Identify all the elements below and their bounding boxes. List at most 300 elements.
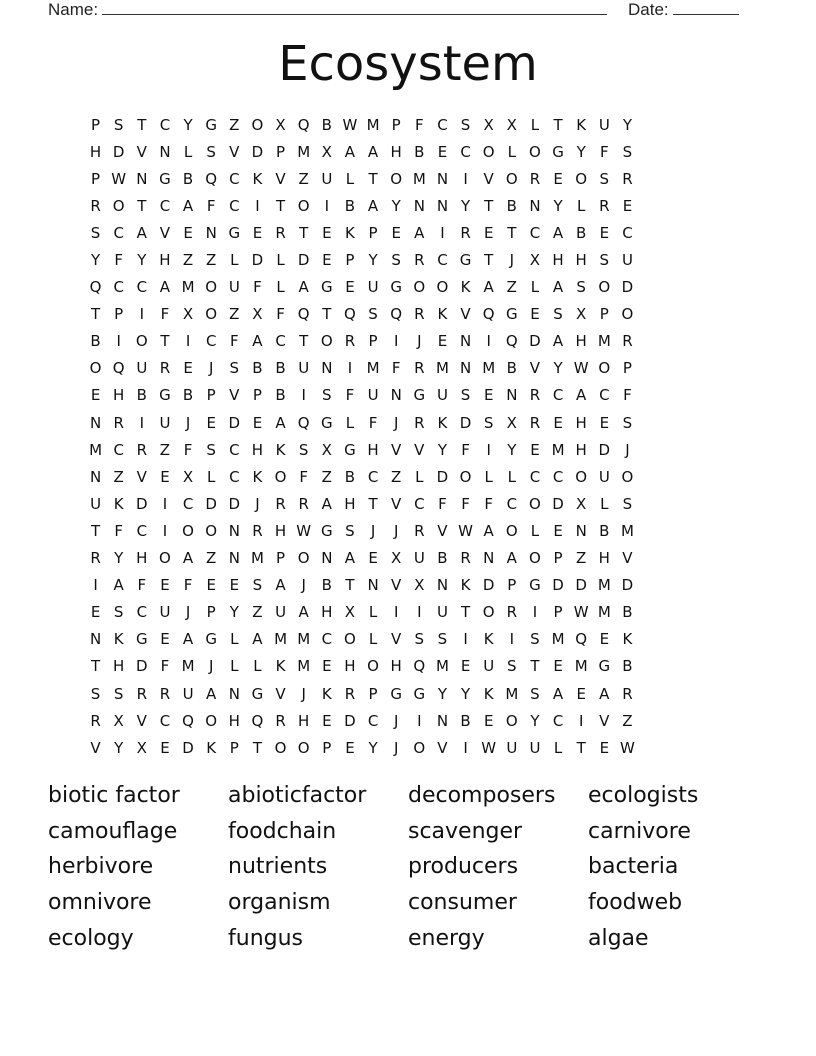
- grid-letter: A: [414, 223, 425, 242]
- grid-letter: I: [440, 223, 445, 242]
- grid-letter: G: [459, 251, 472, 270]
- grid-letter: Z: [298, 169, 309, 188]
- grid-letter: V: [391, 576, 402, 595]
- grid-letter: E: [368, 549, 378, 568]
- grid-letter: B: [321, 576, 332, 595]
- grid-letter: E: [530, 305, 540, 324]
- grid-letter: J: [185, 413, 191, 432]
- grid-letter: V: [136, 142, 147, 161]
- grid-letter: D: [344, 711, 356, 730]
- grid-letter: V: [599, 711, 610, 730]
- grid-letter: B: [576, 223, 587, 242]
- grid-letter: O: [367, 657, 379, 676]
- grid-letter: R: [90, 196, 101, 215]
- grid-letter: M: [574, 657, 588, 676]
- grid-letter: E: [90, 386, 101, 405]
- grid-letter: X: [506, 115, 517, 134]
- grid-letter: O: [251, 115, 264, 134]
- date-field: [628, 0, 739, 20]
- grid-letter: H: [390, 657, 402, 676]
- grid-letter: G: [552, 142, 564, 161]
- grid-letter: D: [297, 251, 310, 270]
- grid-letter: V: [437, 521, 448, 540]
- grid-letter: D: [251, 251, 264, 270]
- grid-letter: T: [252, 738, 263, 757]
- grid-letter: B: [460, 711, 471, 730]
- grid-letter: J: [185, 603, 191, 622]
- grid-letter: H: [159, 251, 171, 270]
- grid-letter: O: [529, 142, 541, 161]
- grid-letter: O: [344, 630, 356, 649]
- grid-letter: A: [344, 142, 356, 161]
- grid-letter: S: [414, 630, 425, 649]
- grid-letter: S: [460, 386, 471, 405]
- grid-letter: C: [552, 467, 564, 486]
- grid-letter: A: [344, 549, 356, 568]
- grid-letter: G: [321, 521, 333, 540]
- grid-letter: E: [460, 657, 471, 676]
- grid-letter: I: [162, 521, 168, 540]
- grid-letter: Y: [622, 115, 633, 134]
- grid-letter: C: [414, 494, 425, 513]
- grid-letter: F: [461, 440, 470, 459]
- grid-letter: M: [297, 657, 311, 676]
- grid-letter: M: [297, 630, 311, 649]
- grid-letter: N: [205, 223, 217, 242]
- grid-letter: M: [250, 549, 264, 568]
- grid-letter: O: [297, 549, 310, 568]
- grid-letter: O: [274, 738, 287, 757]
- grid-letter: F: [183, 440, 193, 459]
- grid-letter: Y: [437, 440, 448, 459]
- grid-letter: O: [505, 711, 518, 730]
- grid-letter: Q: [297, 413, 310, 432]
- grid-letter: I: [393, 603, 399, 622]
- grid-letter: N: [136, 169, 148, 188]
- grid-letter: P: [368, 684, 378, 703]
- grid-letter: Y: [114, 549, 124, 568]
- grid-letter: F: [461, 494, 470, 513]
- grid-letter: Q: [505, 332, 518, 351]
- grid-letter: M: [435, 359, 449, 378]
- grid-letter: R: [529, 386, 541, 405]
- word-bank-item: foodweb: [588, 890, 683, 916]
- grid-letter: P: [229, 738, 239, 757]
- grid-letter: E: [553, 657, 563, 676]
- grid-letter: X: [113, 711, 124, 730]
- grid-letter: S: [113, 603, 124, 622]
- grid-letter: Q: [344, 305, 356, 324]
- name-field: [48, 0, 669, 20]
- grid-letter: L: [530, 115, 540, 134]
- word-bank: [48, 778, 788, 956]
- grid-letter: L: [600, 494, 609, 513]
- grid-letter: N: [459, 332, 472, 351]
- grid-letter: N: [575, 521, 587, 540]
- grid-letter: U: [529, 738, 541, 757]
- grid-letter: U: [298, 359, 310, 378]
- grid-letter: S: [576, 278, 586, 297]
- grid-letter: R: [506, 603, 518, 622]
- grid-letter: S: [90, 223, 101, 242]
- grid-letter: A: [275, 576, 286, 595]
- grid-letter: E: [90, 603, 101, 622]
- grid-letter: L: [345, 169, 355, 188]
- grid-letter: A: [552, 223, 564, 242]
- grid-letter: M: [297, 142, 311, 161]
- grid-letter: T: [460, 603, 471, 622]
- grid-letter: O: [274, 467, 287, 486]
- grid-letter: N: [321, 359, 333, 378]
- grid-letter: Z: [229, 115, 240, 134]
- grid-letter: S: [345, 521, 355, 540]
- grid-letter: P: [553, 549, 563, 568]
- grid-letter: H: [113, 657, 125, 676]
- grid-letter: Q: [89, 278, 102, 297]
- grid-letter: E: [183, 359, 193, 378]
- grid-letter: P: [276, 142, 286, 161]
- grid-letter: S: [90, 684, 101, 703]
- grid-letter: G: [205, 115, 217, 134]
- grid-letter: M: [181, 657, 195, 676]
- grid-letter: G: [159, 169, 171, 188]
- grid-row: [84, 653, 732, 680]
- grid-letter: A: [483, 278, 494, 297]
- grid-letter: O: [598, 359, 611, 378]
- grid-letter: I: [139, 305, 145, 324]
- grid-letter: O: [297, 738, 310, 757]
- grid-letter: R: [159, 359, 171, 378]
- grid-letter: F: [438, 494, 447, 513]
- grid-letter: A: [252, 332, 263, 351]
- grid-letter: M: [366, 115, 380, 134]
- grid-letter: L: [183, 142, 193, 161]
- grid-row: [84, 111, 732, 138]
- grid-letter: E: [553, 169, 563, 188]
- grid-letter: B: [414, 142, 425, 161]
- grid-letter: N: [89, 413, 102, 432]
- grid-letter: H: [344, 657, 356, 676]
- grid-letter: K: [576, 115, 587, 134]
- grid-letter: A: [136, 223, 147, 242]
- grid-letter: R: [414, 251, 425, 270]
- grid-letter: W: [620, 738, 635, 757]
- grid-letter: R: [414, 521, 425, 540]
- grid-letter: G: [390, 278, 402, 297]
- grid-letter: J: [509, 251, 515, 270]
- grid-letter: V: [159, 223, 171, 242]
- date-blank-line[interactable]: [673, 0, 739, 15]
- grid-letter: V: [391, 630, 402, 649]
- grid-letter: S: [460, 115, 471, 134]
- grid-letter: H: [228, 711, 240, 730]
- grid-letter: D: [575, 576, 587, 595]
- grid-letter: E: [599, 223, 610, 242]
- grid-letter: S: [622, 413, 633, 432]
- grid-letter: B: [275, 359, 286, 378]
- grid-letter: M: [482, 359, 496, 378]
- grid-letter: X: [483, 115, 494, 134]
- grid-letter: G: [390, 684, 402, 703]
- grid-letter: C: [367, 711, 379, 730]
- grid-row: [84, 734, 732, 761]
- grid-letter: I: [93, 576, 98, 595]
- grid-letter: N: [159, 142, 171, 161]
- grid-letter: E: [530, 440, 540, 459]
- grid-letter: G: [506, 305, 518, 324]
- grid-letter: N: [529, 196, 541, 215]
- grid-letter: Y: [368, 738, 378, 757]
- grid-letter: G: [413, 386, 426, 405]
- word-bank-item: ecologists: [588, 783, 699, 809]
- grid-letter: I: [417, 603, 422, 622]
- grid-letter: S: [113, 115, 124, 134]
- grid-letter: S: [553, 305, 563, 324]
- grid-letter: E: [206, 576, 216, 595]
- grid-row: [84, 328, 732, 355]
- grid-letter: G: [413, 684, 426, 703]
- grid-letter: R: [599, 196, 610, 215]
- grid-letter: N: [228, 549, 240, 568]
- grid-letter: C: [460, 142, 471, 161]
- grid-letter: J: [208, 657, 214, 676]
- grid-letter: P: [206, 603, 216, 622]
- grid-letter: Y: [183, 115, 193, 134]
- grid-letter: M: [597, 603, 611, 622]
- grid-letter: E: [599, 413, 610, 432]
- grid-letter: R: [136, 684, 148, 703]
- grid-letter: O: [320, 332, 333, 351]
- grid-letter: K: [321, 684, 332, 703]
- grid-row: [84, 192, 732, 219]
- grid-letter: G: [251, 684, 264, 703]
- word-bank-item: abioticfactor: [228, 783, 367, 809]
- grid-letter: H: [575, 251, 587, 270]
- grid-letter: S: [507, 657, 517, 676]
- grid-letter: F: [368, 413, 378, 432]
- grid-letter: V: [391, 494, 402, 513]
- grid-letter: A: [206, 684, 217, 703]
- grid-letter: D: [136, 494, 148, 513]
- grid-letter: O: [575, 467, 588, 486]
- grid-letter: R: [344, 332, 356, 351]
- grid-letter: N: [436, 196, 449, 215]
- grid-letter: Q: [297, 305, 310, 324]
- grid-letter: N: [436, 169, 449, 188]
- grid-letter: D: [228, 494, 241, 513]
- word-bank-item: fungus: [228, 925, 304, 951]
- grid-letter: E: [622, 196, 633, 215]
- grid-letter: G: [321, 413, 333, 432]
- grid-letter: C: [552, 711, 564, 730]
- word-bank-item: carnivore: [588, 818, 691, 844]
- grid-letter: E: [599, 630, 610, 649]
- grid-letter: R: [414, 359, 425, 378]
- grid-letter: W: [111, 169, 127, 188]
- grid-letter: E: [229, 576, 240, 595]
- grid-letter: G: [205, 630, 217, 649]
- grid-letter: Q: [205, 169, 218, 188]
- grid-letter: Y: [553, 359, 563, 378]
- grid-letter: F: [183, 576, 193, 595]
- grid-letter: C: [205, 332, 217, 351]
- grid-letter: O: [482, 603, 495, 622]
- grid-row: [84, 707, 732, 734]
- word-bank-item: nutrients: [228, 854, 328, 880]
- grid-letter: O: [89, 359, 102, 378]
- grid-letter: U: [182, 684, 194, 703]
- grid-letter: B: [437, 549, 448, 568]
- grid-letter: I: [347, 359, 353, 378]
- grid-letter: J: [417, 332, 422, 351]
- grid-letter: F: [160, 657, 170, 676]
- grid-letter: P: [345, 251, 355, 270]
- grid-letter: V: [275, 169, 286, 188]
- grid-letter: C: [437, 251, 448, 270]
- grid-letter: E: [437, 332, 448, 351]
- grid-letter: L: [507, 142, 516, 161]
- grid-letter: A: [298, 603, 309, 622]
- grid-letter: M: [412, 169, 426, 188]
- grid-letter: F: [276, 305, 285, 324]
- grid-letter: Z: [252, 603, 263, 622]
- word-bank-item: foodchain: [228, 818, 337, 844]
- name-blank-line[interactable]: [102, 0, 607, 15]
- grid-letter: K: [275, 657, 286, 676]
- grid-letter: S: [229, 359, 240, 378]
- grid-letter: E: [160, 467, 170, 486]
- grid-letter: U: [228, 278, 240, 297]
- grid-letter: T: [275, 196, 286, 215]
- grid-letter: H: [344, 494, 356, 513]
- grid-letter: K: [275, 440, 286, 459]
- word-bank-item: biotic factor: [48, 783, 180, 809]
- grid-letter: B: [622, 603, 633, 622]
- grid-letter: M: [620, 521, 634, 540]
- grid-letter: A: [298, 278, 309, 297]
- grid-letter: J: [393, 738, 399, 757]
- grid-letter: X: [182, 305, 194, 324]
- grid-letter: O: [159, 549, 171, 568]
- grid-letter: O: [413, 738, 426, 757]
- grid-letter: D: [529, 332, 541, 351]
- grid-letter: Z: [182, 251, 194, 270]
- grid-letter: T: [160, 332, 170, 351]
- grid-row: [84, 545, 732, 572]
- grid-letter: S: [298, 440, 309, 459]
- grid-letter: W: [573, 603, 589, 622]
- grid-letter: R: [136, 440, 148, 459]
- grid-letter: Z: [622, 711, 633, 730]
- grid-letter: V: [437, 738, 448, 757]
- grid-letter: E: [483, 711, 494, 730]
- grid-letter: B: [182, 386, 194, 405]
- grid-letter: I: [486, 332, 491, 351]
- grid-letter: K: [483, 684, 494, 703]
- grid-letter: Y: [137, 251, 147, 270]
- grid-letter: V: [414, 440, 425, 459]
- grid-letter: S: [530, 684, 540, 703]
- word-bank-item: organism: [228, 890, 331, 916]
- grid-letter: O: [297, 196, 310, 215]
- grid-letter: E: [553, 521, 563, 540]
- grid-letter: C: [136, 603, 148, 622]
- grid-letter: R: [275, 494, 286, 513]
- grid-letter: H: [598, 549, 610, 568]
- grid-letter: X: [576, 305, 587, 324]
- grid-letter: Q: [112, 359, 125, 378]
- grid-letter: A: [252, 630, 263, 649]
- grid-letter: O: [205, 305, 218, 324]
- grid-letter: A: [182, 630, 194, 649]
- grid-letter: K: [113, 494, 124, 513]
- grid-letter: Z: [576, 549, 587, 568]
- grid-letter: U: [90, 494, 102, 513]
- grid-letter: D: [251, 142, 264, 161]
- grid-letter: G: [529, 576, 541, 595]
- grid-letter: Z: [159, 440, 171, 459]
- grid-letter: P: [553, 603, 563, 622]
- grid-letter: A: [483, 521, 494, 540]
- word-bank-item: camouflage: [48, 818, 178, 844]
- grid-letter: R: [414, 305, 425, 324]
- grid-row: [84, 382, 732, 409]
- grid-letter: I: [393, 332, 399, 351]
- grid-letter: T: [90, 657, 101, 676]
- grid-letter: K: [460, 278, 471, 297]
- grid-letter: K: [483, 630, 494, 649]
- grid-letter: C: [229, 440, 240, 459]
- grid-letter: F: [299, 467, 308, 486]
- grid-letter: O: [505, 169, 518, 188]
- grid-letter: I: [463, 169, 468, 188]
- grid-letter: P: [322, 738, 332, 757]
- date-label: Date:: [628, 0, 669, 19]
- grid-row: [84, 572, 732, 599]
- grid-letter: J: [393, 711, 399, 730]
- grid-letter: C: [275, 332, 286, 351]
- grid-letter: V: [275, 684, 286, 703]
- grid-letter: L: [553, 738, 563, 757]
- grid-letter: N: [89, 630, 102, 649]
- grid-letter: D: [182, 738, 194, 757]
- grid-letter: I: [509, 630, 515, 649]
- grid-letter: E: [322, 223, 332, 242]
- grid-letter: O: [598, 278, 611, 297]
- grid-letter: Q: [390, 305, 403, 324]
- grid-letter: I: [324, 196, 330, 215]
- grid-letter: O: [575, 169, 588, 188]
- grid-letter: Z: [229, 305, 240, 324]
- grid-letter: U: [436, 386, 448, 405]
- grid-letter: K: [460, 576, 471, 595]
- grid-letter: I: [255, 196, 260, 215]
- grid-letter: M: [505, 684, 519, 703]
- grid-row: [84, 490, 732, 517]
- grid-letter: P: [206, 386, 216, 405]
- grid-letter: G: [228, 223, 241, 242]
- grid-letter: L: [530, 278, 540, 297]
- grid-letter: S: [252, 576, 263, 595]
- grid-letter: I: [116, 332, 121, 351]
- grid-letter: I: [532, 603, 538, 622]
- word-bank-item: omnivore: [48, 890, 152, 916]
- grid-letter: G: [344, 440, 356, 459]
- grid-letter: B: [622, 657, 633, 676]
- grid-letter: H: [390, 142, 402, 161]
- grid-letter: G: [598, 657, 611, 676]
- grid-letter: P: [391, 115, 401, 134]
